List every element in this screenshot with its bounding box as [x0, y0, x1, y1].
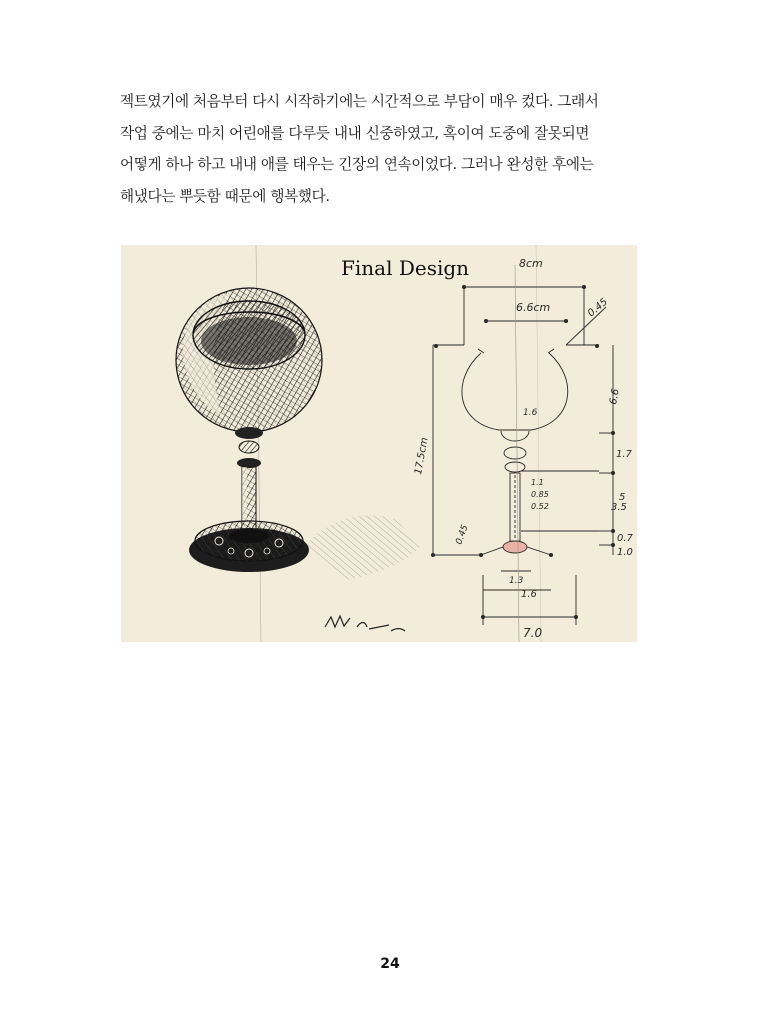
design-title	[341, 256, 469, 280]
signature-scribble	[325, 616, 405, 631]
goblet-sketch	[176, 288, 421, 580]
dim-0-85: 0.85	[531, 490, 549, 499]
dim-8cm: 8cm	[519, 257, 543, 270]
dim-0-52: 0.52	[531, 502, 549, 511]
dim-7-0: 7.0	[523, 626, 543, 640]
paragraph-line-3: 어떻게 하나 하고 내내 애를 태우는 긴장의 연속이었다. 그러나 완성한 후에는	[120, 156, 594, 173]
dim-1-7: 1.7	[616, 449, 632, 460]
design-title-text: Final Design	[341, 256, 470, 280]
body-paragraph	[120, 86, 665, 212]
dim-1-6-neck: 1.6	[523, 408, 538, 418]
dim-1-6-base: 1.6	[521, 589, 537, 600]
dim-0-45-base: 0.45	[454, 523, 471, 547]
paragraph-line-1: 젝트였기에 처음부터 다시 시작하기에는 시간적으로 부담이 매우 컸다. 그래서	[120, 93, 599, 110]
paragraph-line-2: 작업 중에는 마치 어린애를 다루듯 내내 신중하였고, 혹이여 도중에 잘못되면	[120, 124, 590, 142]
dim-1-1: 1.1	[531, 478, 544, 487]
dim-3-5: 3.5	[611, 502, 627, 513]
dim-1-0: 1.0	[617, 547, 633, 558]
dim-6-6cm: 6.6cm	[516, 301, 551, 314]
paragraph-line-4: 해냈다는 뿌듯함 때문에 행복했다.	[120, 187, 330, 205]
goblet-design-illustration	[121, 245, 637, 642]
dim-0-45-top: 0.45	[585, 296, 610, 320]
dim-5: 5	[619, 492, 626, 503]
dim-0-7: 0.7	[617, 533, 633, 544]
page-number: 24	[380, 956, 400, 972]
dim-17-5cm: 17.5cm	[413, 436, 431, 476]
dim-6-6: 6.6	[608, 387, 622, 406]
dim-1-3: 1.3	[509, 576, 524, 586]
